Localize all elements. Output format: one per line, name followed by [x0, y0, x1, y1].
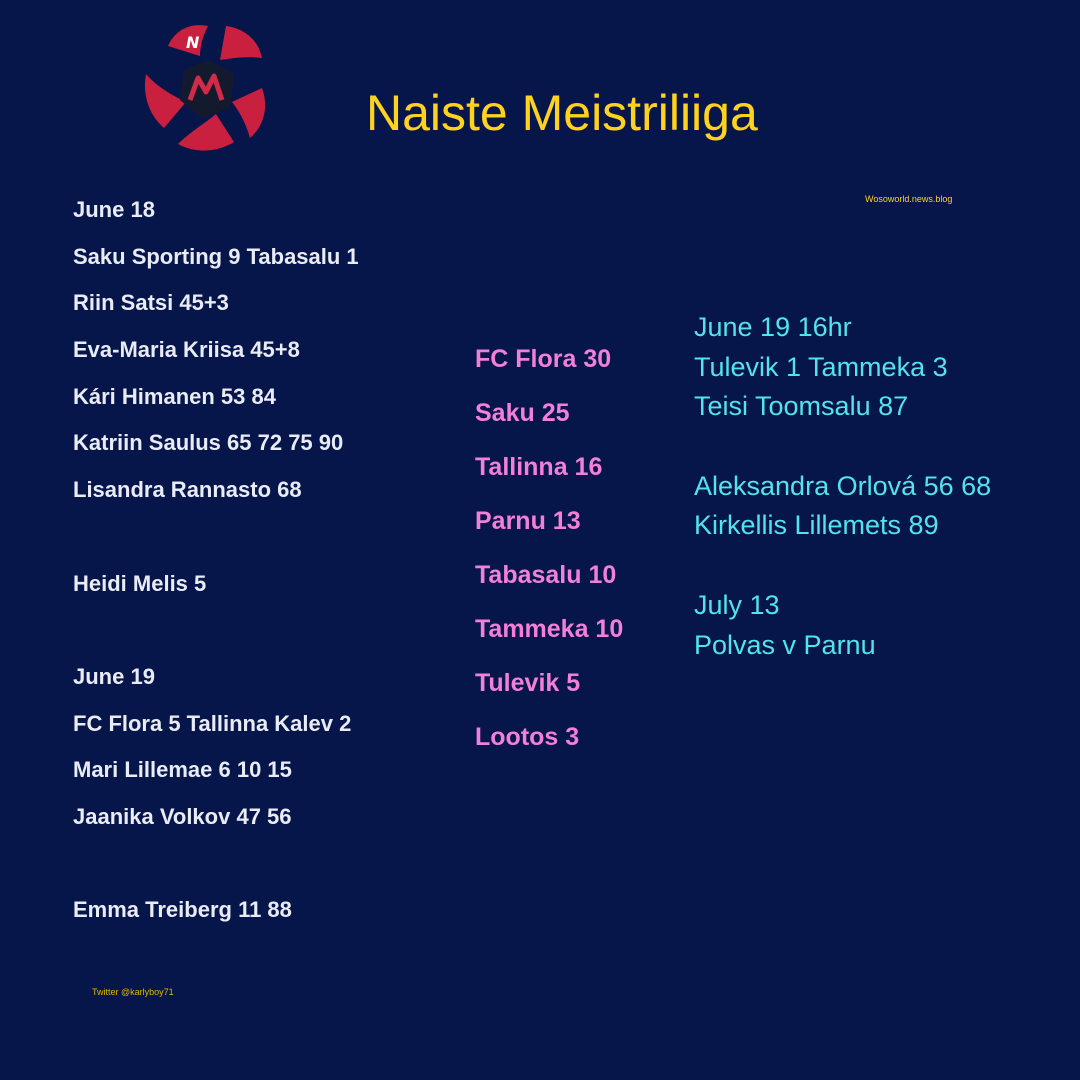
standings-row: Tulevik 5: [475, 669, 581, 697]
list-item: Aleksandra Orlová 56 68: [694, 470, 992, 501]
list-item: Lisandra Rannasto 68: [73, 477, 302, 503]
list-item: June 19: [73, 663, 155, 689]
list-item: Mari Lillemae 6 10 15: [73, 757, 292, 783]
list-item: June 19 16hr: [694, 312, 852, 342]
list-item: FC Flora 5 Tallinna Kalev 2: [73, 710, 352, 736]
list-item: Eva-Maria Kriisa 45+8: [73, 337, 300, 363]
list-item: Emma Treiberg 11 88: [73, 897, 292, 923]
list-item: Heidi Melis 5: [73, 570, 207, 596]
list-item: [73, 525, 359, 572]
standings-list: [475, 346, 623, 778]
list-item: Saku Sporting 9 Tabasalu 1: [73, 243, 359, 269]
list-item: Jaanika Volkov 47 56: [73, 803, 292, 829]
standings-row: Parnu 13: [475, 507, 581, 535]
fixtures-list: [694, 312, 991, 669]
blog-credit: Wosoworld.news.blog: [865, 194, 953, 204]
list-item: June 18: [73, 197, 155, 222]
list-item: [73, 852, 359, 899]
standings-row: Tallinna 16: [475, 453, 603, 481]
list-item: [73, 618, 359, 665]
list-item: Katriin Saulus 65 72 75 90: [73, 430, 344, 456]
list-item: [694, 431, 991, 471]
league-logo: [138, 16, 278, 156]
standings-row: Lootos 3: [475, 723, 580, 751]
standings-row: Tammeka 10: [475, 615, 624, 643]
standings-row: Tabasalu 10: [475, 561, 617, 589]
list-item: Polvas v Parnu: [694, 629, 876, 660]
twitter-credit: Twitter @karlyboy71: [92, 987, 174, 997]
list-item: Riin Satsi 45+3: [73, 290, 229, 316]
list-item: [694, 550, 991, 590]
standings-row: FC Flora 30: [475, 345, 612, 373]
list-item: July 13: [694, 589, 780, 620]
list-item: Kári Himanen 53 84: [73, 383, 276, 409]
list-item: Tulevik 1 Tammeka 3: [694, 351, 948, 382]
logo-letter: N: [186, 33, 200, 52]
list-item: Kirkellis Lillemets 89: [694, 510, 939, 541]
page-title: Naiste Meistriliiga: [366, 85, 758, 141]
standings-row: Saku 25: [475, 399, 570, 427]
list-item: Teisi Toomsalu 87: [694, 391, 909, 422]
results-list: [73, 198, 359, 945]
